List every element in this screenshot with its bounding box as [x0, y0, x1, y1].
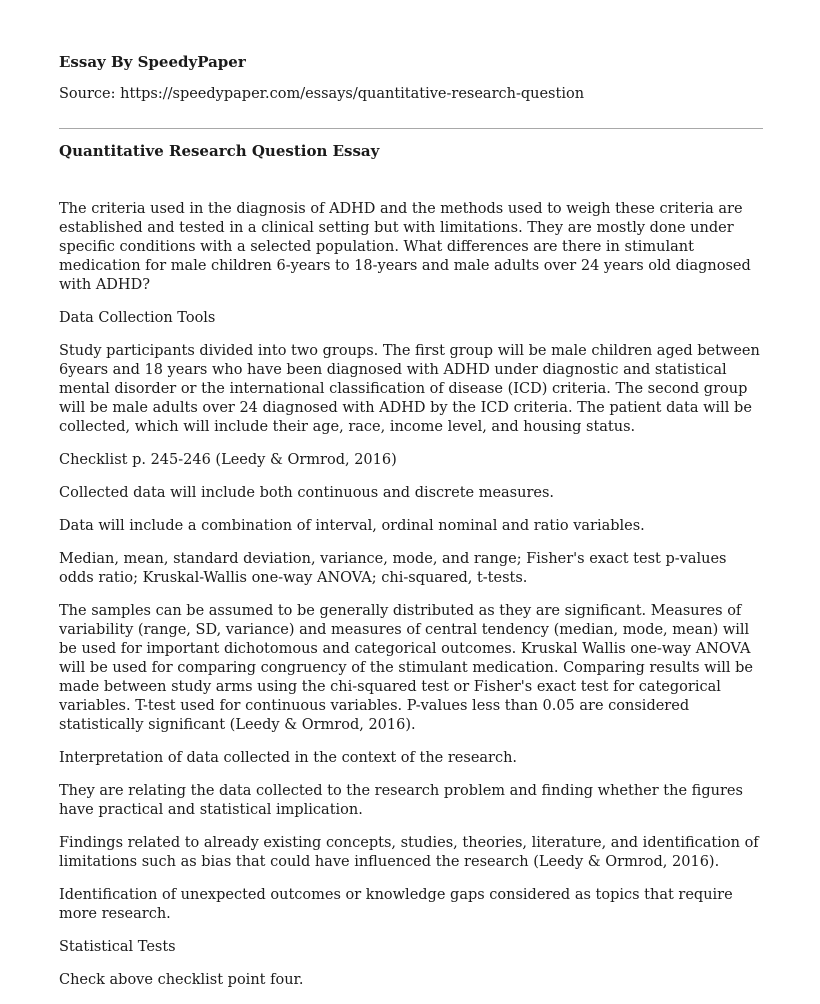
paragraph-samples: The samples can be assumed to be generally distributed as they are significant. Measures of variability (range, SD, variance) and measures of central tendency (median, mode, mean) will be used for important dichotomous and categorical outcomes. Kruskal Wallis one-way ANOVA will be used for comparing congruency of the stimulant medication. Comparing results will be made between study arms using the chi-squared test or Fisher's exact test for categorical variables. T-test used for continuous variables. P-values less than 0.05 are considered statistically significant (Leedy & Ormrod, 2016).	[59, 603, 753, 733]
essay-title: Quantitative Research Question Essay	[59, 142, 380, 160]
paragraph-measures: Collected data will include both continuous and discrete measures.	[59, 485, 555, 501]
paragraph-findings: Findings related to already existing concepts, studies, theories, literature, and identification of limitations such as bias that could have influenced the research (Leedy & Ormrod, 2016).	[59, 835, 759, 870]
paragraph-unexpected-outcomes: Identification of unexpected outcomes or knowledge gaps considered as topics that require more research.	[59, 887, 733, 922]
paragraph-participants: Study participants divided into two groups. The first group will be male children aged between 6years and 18 years who have been diagnosed with ADHD under diagnostic and statistical mental disorder or the international classification of disease (ICD) criteria. The second group will be male adults over 24 diagnosed with ADHD by the ICD criteria. The patient data will be collected, which will include their age, race, income level, and housing status.	[59, 343, 760, 435]
paragraph-checklist: Checklist p. 245-246 (Leedy & Ormrod, 2016)	[59, 452, 397, 468]
heading-statistical-tests: Statistical Tests	[59, 939, 176, 955]
paragraph-statistics-list: Median, mean, standard deviation, variance, mode, and range; Fisher's exact test p-values odds ratio; Kruskal-Wallis one-way ANOVA; chi-squared, t-tests.	[59, 551, 727, 586]
paragraph-intro: The criteria used in the diagnosis of ADHD and the methods used to weigh these criteria are established and tested in a clinical setting but with limitations. They are mostly done under specific conditions with a selected population. What differences are there in stimulant medication for male children 6-years to 18-years and male adults over 24 years old diagnosed with ADHD?	[59, 201, 751, 293]
source-line: Source: https://speedypaper.com/essays/quantitative-research-question	[59, 86, 585, 102]
paragraph-variables: Data will include a combination of interval, ordinal nominal and ratio variables.	[59, 518, 645, 534]
heading-data-collection-tools: Data Collection Tools	[59, 310, 216, 326]
header-divider	[59, 128, 763, 129]
essay-brand: Essay By SpeedyPaper	[59, 53, 246, 71]
paragraph-interpretation: Interpretation of data collected in the context of the research.	[59, 750, 518, 766]
paragraph-check-checklist: Check above checklist point four.	[59, 972, 304, 988]
paragraph-relating-data: They are relating the data collected to the research problem and finding whether the figures have practical and statistical implication.	[59, 783, 743, 818]
essay-body	[59, 200, 763, 1004]
